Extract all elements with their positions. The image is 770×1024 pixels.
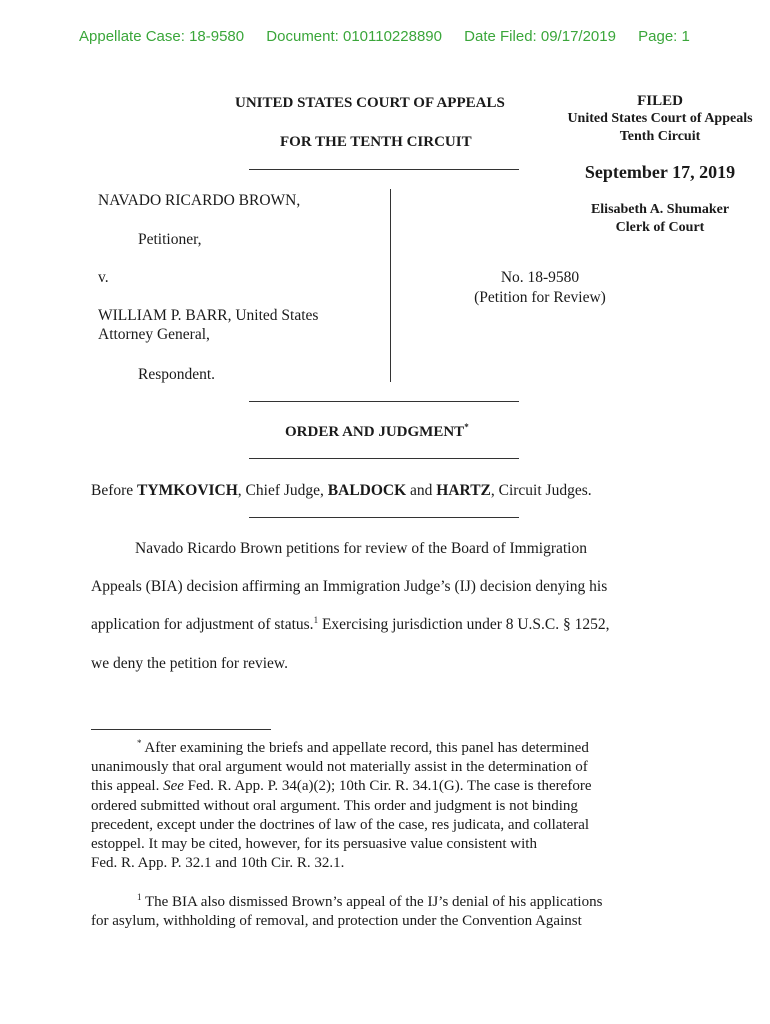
judge-tymkovich: TYMKOVICH bbox=[137, 482, 238, 499]
page-number-stamp: Page: 1 bbox=[638, 28, 690, 45]
footnote-line bbox=[137, 739, 589, 759]
body-line: Appeals (BIA) decision affirming an Immigration Judge’s (IJ) decision denying his bbox=[91, 578, 608, 595]
judge-hartz: HARTZ bbox=[436, 482, 491, 499]
footnote-separator bbox=[91, 729, 271, 730]
body-line: Navado Ricardo Brown petitions for review of the Board of Immigration bbox=[135, 540, 587, 557]
footnote-mark: * bbox=[137, 738, 142, 748]
body-line: we deny the petition for review. bbox=[91, 655, 288, 672]
body-text: Exercising jurisdiction under 8 U.S.C. § 1252, bbox=[318, 616, 610, 633]
clerk-block bbox=[555, 201, 765, 237]
footnote-text: After examining the briefs and appellate record, this panel has determined bbox=[141, 740, 589, 756]
body-line bbox=[91, 616, 610, 634]
case-number-stamp: Appellate Case: 18-9580 bbox=[79, 28, 245, 45]
panel-conj: and bbox=[406, 482, 437, 499]
respondent-role: Respondent. bbox=[138, 366, 216, 383]
versus: v. bbox=[98, 269, 109, 286]
footnote-line: Fed. R. App. P. 32.1 and 10th Cir. R. 32.1. bbox=[91, 855, 345, 871]
footnote-line bbox=[137, 893, 602, 913]
footnote-line: for asylum, withholding of removal, and protection under the Convention Against bbox=[91, 913, 582, 929]
clerk-title: Clerk of Court bbox=[615, 220, 705, 235]
footnote-signal: See bbox=[163, 778, 184, 794]
footnote-line: precedent, except under the doctrines of law of the case, res judicata, and collateral bbox=[91, 817, 590, 833]
panel-suffix: , Circuit Judges. bbox=[490, 482, 592, 499]
judge-baldock: BALDOCK bbox=[327, 482, 407, 499]
clerk-name: Elisabeth A. Shumaker bbox=[590, 202, 730, 217]
date-filed-stamp: Date Filed: 09/17/2019 bbox=[464, 28, 616, 45]
footnote-mark: 1 bbox=[137, 892, 142, 902]
footnote-line: unanimously that oral argument would not materially assist in the determination of bbox=[91, 759, 588, 775]
document-number-stamp: Document: 010110228890 bbox=[266, 28, 442, 45]
footnote-text: Fed. R. App. P. 34(a)(2); 10th Cir. R. 34.1(G). The case is therefore bbox=[183, 778, 592, 794]
footnote-line: estoppel. It may be cited, however, for its persuasive value consistent with bbox=[91, 836, 537, 852]
divider-rule bbox=[249, 169, 519, 170]
footnote-line: ordered submitted without oral argument. This order and judgment is not binding bbox=[91, 798, 578, 814]
body-text: application for adjustment of status. bbox=[91, 616, 314, 633]
respondent-title: Attorney General, bbox=[98, 326, 210, 343]
divider-rule bbox=[249, 458, 519, 459]
order-title bbox=[285, 424, 469, 441]
petitioner-name: NAVADO RICARDO BROWN, bbox=[98, 192, 301, 209]
divider-rule bbox=[249, 401, 519, 402]
panel-line bbox=[91, 482, 592, 500]
circuit-name: FOR THE TENTH CIRCUIT bbox=[280, 134, 472, 150]
panel-prefix: Before bbox=[91, 482, 138, 499]
case-type: (Petition for Review) bbox=[474, 289, 606, 306]
filed-circuit: Tenth Circuit bbox=[619, 129, 701, 144]
filed-label: FILED bbox=[637, 93, 683, 109]
respondent-name: WILLIAM P. BARR, United States bbox=[98, 307, 319, 324]
filed-date: September 17, 2019 bbox=[584, 162, 736, 182]
order-title-text: ORDER AND JUDGMENT bbox=[285, 424, 465, 440]
footnote-text: this appeal. bbox=[91, 778, 164, 794]
caption-divider bbox=[390, 189, 391, 382]
footnote-line bbox=[91, 777, 591, 797]
footnote-ref: 1 bbox=[313, 614, 319, 625]
filed-court: United States Court of Appeals bbox=[567, 111, 753, 126]
order-title-mark: * bbox=[464, 422, 469, 432]
petitioner-role: Petitioner, bbox=[138, 231, 202, 248]
divider-rule bbox=[249, 517, 519, 518]
docket-number: No. 18-9580 bbox=[500, 269, 580, 286]
header-stamp bbox=[79, 28, 708, 45]
footnote-text: The BIA also dismissed Brown’s appeal of the IJ’s denial of his applications bbox=[141, 894, 603, 910]
judge-role: , Chief Judge, bbox=[237, 482, 328, 499]
filed-stamp bbox=[555, 92, 765, 146]
court-name: UNITED STATES COURT OF APPEALS bbox=[235, 95, 505, 111]
